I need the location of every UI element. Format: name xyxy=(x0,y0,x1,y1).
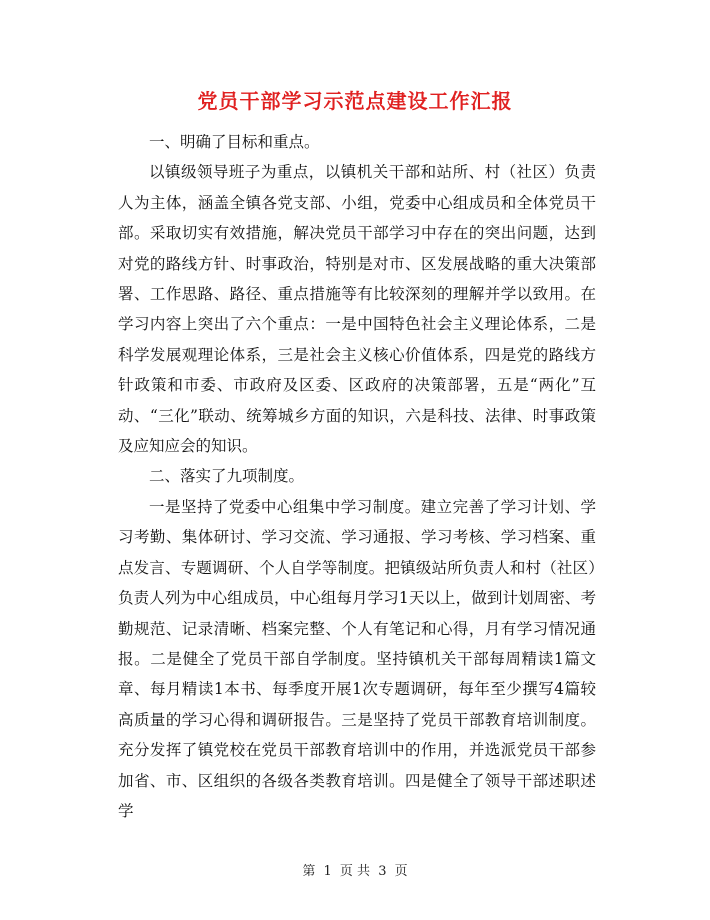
paragraph: 一是坚持了党委中心组集中学习制度。建立完善了学习计划、学习考勤、集体研讨、学习交流、学习通报、学习考核、学习档案、重点发言、专题调研、个人自学等制度。把镇级站所负责人和村（社区）负责人列为中心组成员，中心组每月学习1天以上，做到计划周密、考勤规范、记录清晰、档案完整、个人有笔记和心得，月有学习情况通报。二是健全了党员干部自学制度。坚持镇机关干部每周精读1篇文章、每月精读1本书、每季度开展1次专题调研，每年至少撰写4篇较高质量的学习心得和调研报告。三是坚持了党员干部教育培训制度。充分发挥了镇党校在党员干部教育培训中的作用，并选派党员干部参加省、市、区组织的各级各类教育培训。四是健全了领导干部述职述学 xyxy=(118,497,596,820)
paragraph: 以镇级领导班子为重点，以镇机关干部和站所、村（社区）负责人为主体，涵盖全镇各党支部、小组，党委中心组成员和全体党员干部。采取切实有效措施，解决党员干部学习中存在的突出问题，达到对党的路线方针、时事政治，特别是对市、区发展战略的重大决策部署、工作思路、路径、重点措施等有比较深刻的理解并学以致用。在学习内容上突出了六个重点：一是中国特色社会主义理论体系，二是科学发展观理论体系，三是社会主义核心价值体系，四是党的路线方针政策和市委、市政府及区委、区政府的决策部署，五是“两化”互动、“三化”联动、统筹城乡方面的知识，六是科技、法律、时事政策及应知应会的知识。 xyxy=(118,163,596,456)
footer-suffix: 页 xyxy=(394,864,408,879)
total-page-count: 3 xyxy=(378,864,387,879)
section-heading-2: 二、落实了九项制度。 xyxy=(149,467,305,486)
page-footer xyxy=(0,860,710,879)
document-title: 党员干部学习示范点建设工作汇报 xyxy=(197,89,513,113)
footer-prefix: 第 xyxy=(302,864,316,879)
current-page-number: 1 xyxy=(323,864,332,879)
document-body xyxy=(118,127,596,826)
footer-middle: 页 共 xyxy=(339,864,371,879)
section-heading-1: 一、明确了目标和重点。 xyxy=(149,133,320,151)
